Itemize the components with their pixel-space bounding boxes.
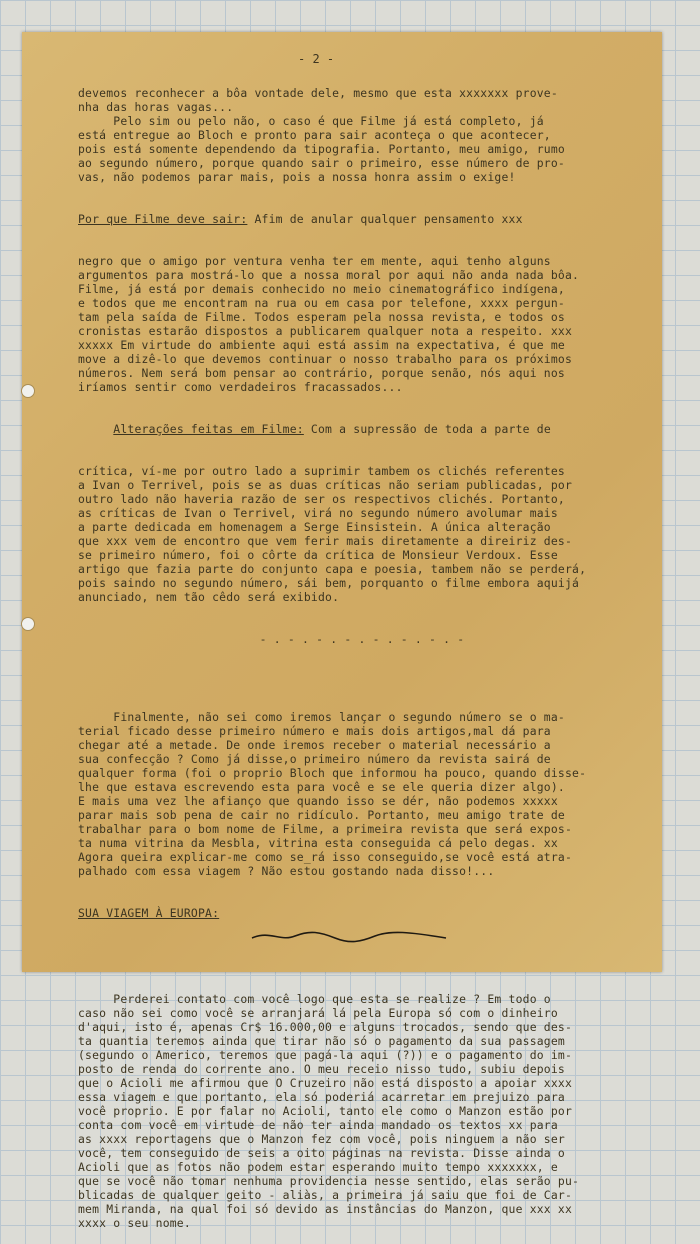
text-line: mem Miranda, na qual foi só devido as instâncias do Manzon, que xxx xx bbox=[78, 1202, 573, 1216]
text-line: anunciado, nem tão cêdo será exibido. bbox=[78, 590, 340, 604]
text-line: ta numa vitrina da Mesbla, vitrina esta conseguida cá pelo degas. xx bbox=[78, 836, 558, 850]
heading-why-filme: Por que Filme deve sair: bbox=[78, 212, 248, 226]
text-line: Perderei contato com você logo que esta se realize ? Em todo o bbox=[78, 992, 551, 1006]
text-line: Filme, já está por demais conhecido no meio cinematográfico indígena, bbox=[78, 282, 565, 296]
text-line: a Ivan o Terrivel, pois se as duas críticas não seriam publicadas, por bbox=[78, 478, 573, 492]
paragraph-changes-first: Com a supressão de toda a parte de bbox=[303, 422, 551, 436]
text-line: caso não sei como você se arranjará lá pela Europa só com o dinheiro bbox=[78, 1006, 558, 1020]
text-line: você proprio. E por falar no Acioli, tanto ele como o Manzon estão por bbox=[78, 1104, 573, 1118]
text-line: que se você não tomar nenhuma providencia nesse sentido, elas serão pu- bbox=[78, 1174, 580, 1188]
text-line: d'aqui, isto é, apenas Cr$ 16.000,00 e alguns trocados, sendo que des- bbox=[78, 1020, 573, 1034]
punch-hole-bottom bbox=[21, 617, 35, 631]
text-line: xxxxx Em virtude do ambiente aqui está assim na expectativa, é que me bbox=[78, 338, 565, 352]
text-line: pois está somente dependendo da tipografia. Portanto, meu amigo, rumo bbox=[78, 142, 565, 156]
text-line: move a dizê-lo que devemos continuar o nosso trabalho para os próximos bbox=[78, 352, 573, 366]
text-line: E mais uma vez lhe afianço que quando isso se dér, não podemos xxxxx bbox=[78, 794, 558, 808]
handwritten-scribble bbox=[250, 928, 450, 944]
heading-line-changes bbox=[78, 422, 646, 436]
text-line: ta quantia teremos ainda que tirar não só o pagamento da sua passagem bbox=[78, 1034, 565, 1048]
text-line: tam pela saída de Filme. Todos esperam pela nossa revista, e todos os bbox=[78, 310, 565, 324]
text-line: as xxxx reportagens que o Manzon fez com você, pois ninguem a não ser bbox=[78, 1132, 565, 1146]
text-line: iríamos sentir como verdadeiros fracassados... bbox=[78, 380, 403, 394]
text-line: que o Acioli me afirmou que O Cruzeiro não está disposto a apoiar xxxx bbox=[78, 1076, 573, 1090]
text-line: números. Nem será bom pensar ao contrário, porque senão, nós aqui nos bbox=[78, 366, 565, 380]
text-line: negro que o amigo por ventura venha ter em mente, aqui tenho alguns bbox=[78, 254, 551, 268]
heading-changes: Alterações feitas em Filme: bbox=[113, 422, 304, 436]
text-line: e todos que me encontram na rua ou em casa por telefone, xxxx pergun- bbox=[78, 296, 565, 310]
text-line: devemos reconhecer a bôa vontade dele, mesmo que esta xxxxxxx prove- bbox=[78, 86, 558, 100]
text-line: lhe que estava escrevendo esta para você e se ele queria dizer algo). bbox=[78, 780, 565, 794]
text-line: sua confecção ? Como já disse,o primeiro número da revista sairá de bbox=[78, 752, 551, 766]
text-line: vas, não podemos parar mais, pois a nossa honra assim o exige! bbox=[78, 170, 516, 184]
text-line: que xxx vem de encontro que vem ferir mais diretamente a direiriz des- bbox=[78, 534, 573, 548]
text-line: Pelo sim ou pelo não, o caso é que Filme já está completo, já bbox=[78, 114, 544, 128]
text-line: as críticas de Ivan o Terrivel, virá no segundo número avolumar mais bbox=[78, 506, 558, 520]
text-line: pois saindo no segundo número, sái bem, porquanto o filme embora aquijá bbox=[78, 576, 580, 590]
text-line: trabalhar para o bom nome de Filme, a primeira revista que será expos- bbox=[78, 822, 573, 836]
text-line: parar mais sob pena de cair no ridículo. Portanto, meu amigo trate de bbox=[78, 808, 565, 822]
text-line: palhado com essa viagem ? Não estou gostando nada disso!... bbox=[78, 864, 495, 878]
heading-line-why-filme bbox=[78, 212, 646, 226]
punch-hole-top bbox=[21, 384, 35, 398]
text-line: você, tem conseguido de seis a oito páginas na revista. Disse ainda o bbox=[78, 1146, 565, 1160]
paragraph-why-filme-first: Afim de anular qualquer pensamento xxx bbox=[247, 212, 523, 226]
text-line: Agora queira explicar-me como se_rá isso conseguido,se você está atra- bbox=[78, 850, 573, 864]
heading-line-trip bbox=[78, 906, 646, 920]
text-line: ao segundo número, porque quando sair o primeiro, esse número de pro- bbox=[78, 156, 565, 170]
text-line: posto de renda do corrente ano. O meu receio nisso tudo, subiu depois bbox=[78, 1062, 565, 1076]
text-line: terial ficado desse primeiro número e mais dois artigos,mal dá para bbox=[78, 724, 551, 738]
text-line: qualquer forma (foi o proprio Bloch que informou ha pouco, quando disse- bbox=[78, 766, 587, 780]
paragraph-changes bbox=[78, 464, 646, 604]
heading-trip-europe: SUA VIAGEM À EUROPA: bbox=[78, 906, 220, 920]
text-line: essa viagem e que portanto, ela só poderiá acarretar em prejuizo para bbox=[78, 1090, 565, 1104]
text-line: nha das horas vagas... bbox=[78, 100, 234, 114]
separator: - . - . - . - . - . - . - . - bbox=[259, 632, 465, 646]
paragraph-trip bbox=[78, 992, 646, 1230]
text-line: Finalmente, não sei como iremos lançar o segundo número se o ma- bbox=[78, 710, 565, 724]
text-line: cronistas estarão dispostos a publicarem qualquer nota a respeito. xxx bbox=[78, 324, 573, 338]
text-line: outro lado não haveria razão de ser os respectivos clichés. Portanto, bbox=[78, 492, 565, 506]
text-line: se primeiro número, foi o côrte da crítica de Monsieur Verdoux. Esse bbox=[78, 548, 558, 562]
page-number: - 2 - bbox=[298, 52, 335, 66]
text-line: (segundo o Americo, teremos que pagá-la aqui (?)) e o pagamento do im- bbox=[78, 1048, 573, 1062]
text-line: a parte dedicada em homenagem a Serge Einsistein. A única alteração bbox=[78, 520, 551, 534]
paragraph-why-filme bbox=[78, 254, 646, 394]
text-line: chegar até a metade. De onde iremos receber o material necessário a bbox=[78, 738, 551, 752]
text-line: blicadas de qualquer geito - aliàs, a primeira já saiu que foi de Car- bbox=[78, 1188, 573, 1202]
text-line: xxxx o seu nome. bbox=[78, 1216, 191, 1230]
paragraph-intro bbox=[78, 86, 646, 184]
text-line: artigo que fazia parte do conjunto capa e poesia, tambem não se perderá, bbox=[78, 562, 587, 576]
text-line: está entregue ao Bloch e pronto para sair aconteça o que acontecer, bbox=[78, 128, 551, 142]
paragraph-finally bbox=[78, 710, 646, 878]
text-line: crítica, ví-me por outro lado a suprimir tambem os clichés referentes bbox=[78, 464, 565, 478]
text-line: argumentos para mostrá-lo que a nossa moral por aqui não anda nada bôa. bbox=[78, 268, 580, 282]
letter-body bbox=[78, 58, 646, 1244]
text-line: conta com você em virtude de não ter ainda mandado os textos xx para bbox=[78, 1118, 558, 1132]
text-line: Acioli que as fotos não podem estar esperando muito tempo xxxxxxx, e bbox=[78, 1160, 558, 1174]
